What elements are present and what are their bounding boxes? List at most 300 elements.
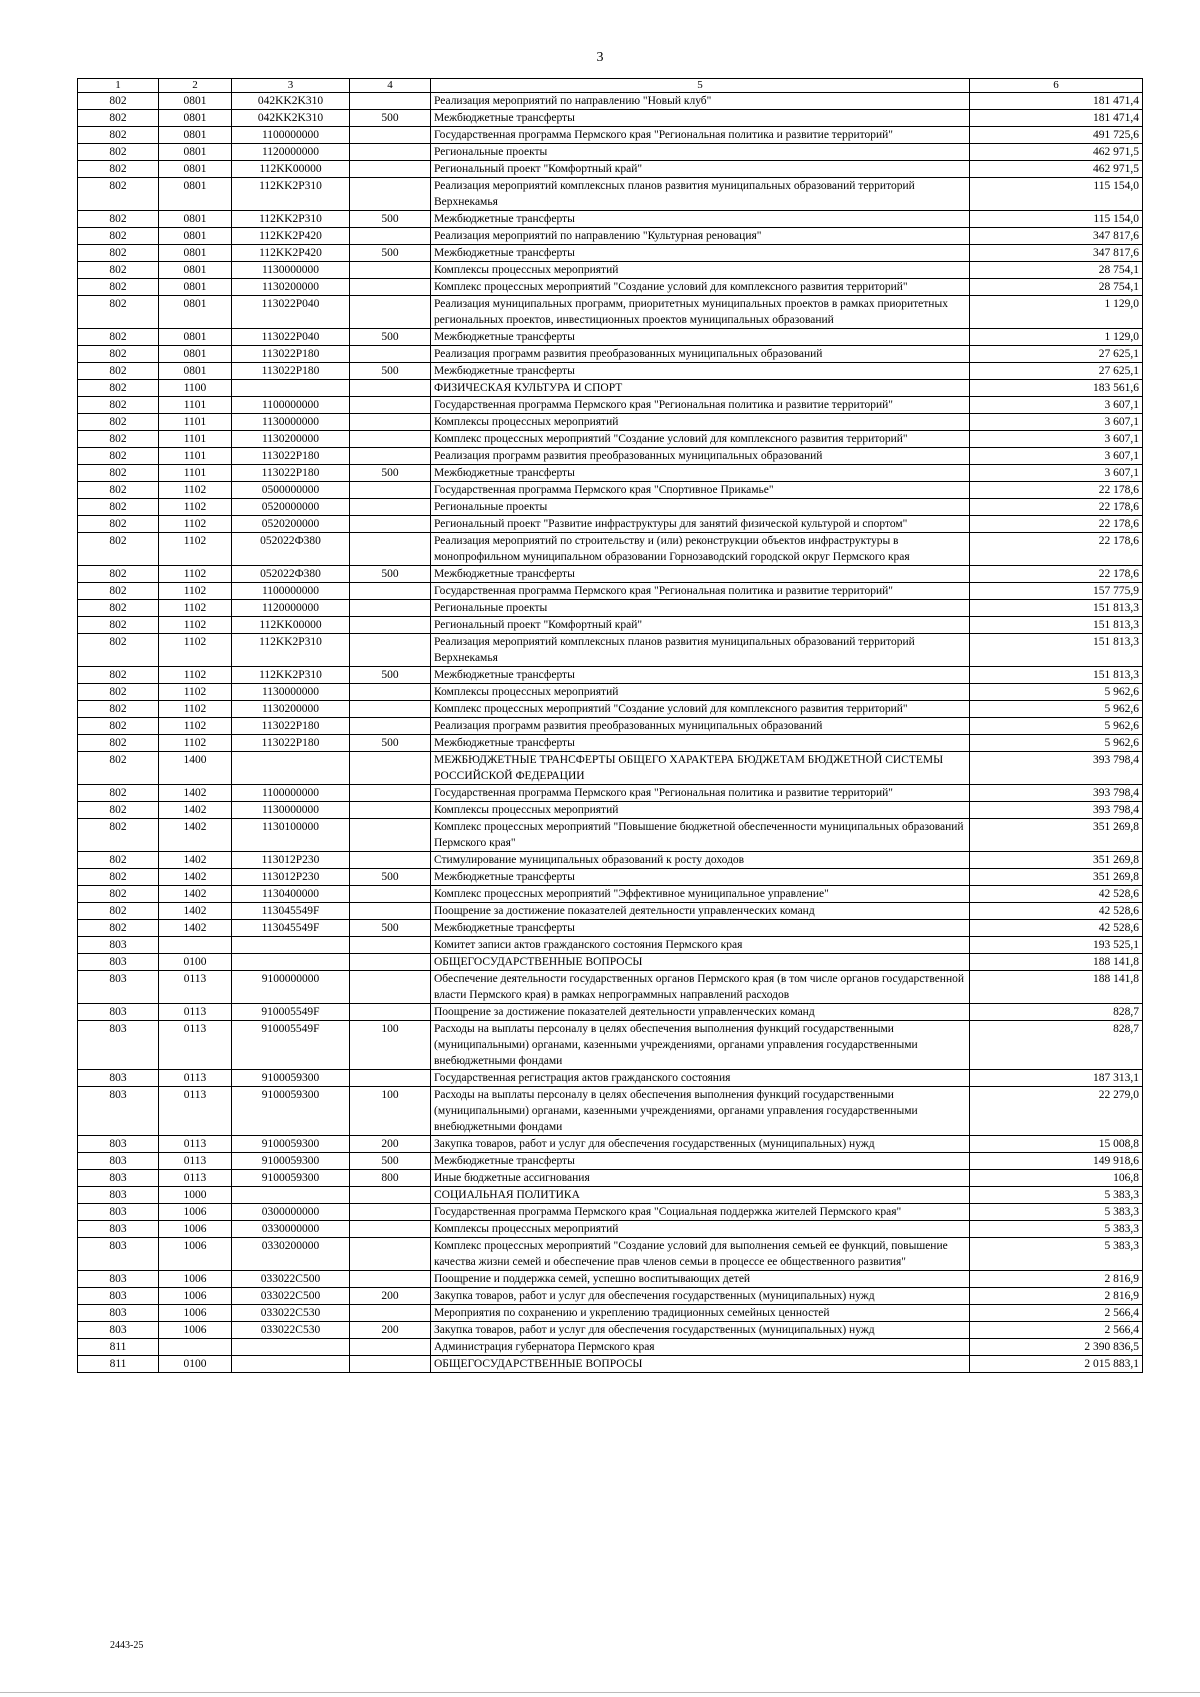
amount-cell: 347 817,6 (970, 245, 1143, 262)
ministry-code-cell: 802 (78, 499, 159, 516)
section-code-cell: 1101 (159, 465, 232, 482)
ministry-code-cell: 802 (78, 718, 159, 735)
amount-cell: 828,7 (970, 1004, 1143, 1021)
ministry-code-cell: 802 (78, 869, 159, 886)
table-row (78, 1322, 1143, 1339)
amount-cell: 15 008,8 (970, 1136, 1143, 1153)
amount-cell: 151 813,3 (970, 634, 1143, 667)
item-name-cell: Государственная программа Пермского края "Региональная политика и развитие территорий" (431, 397, 970, 414)
target-article-code-cell: 0520000000 (232, 499, 350, 516)
target-article-code-cell: 112KK2P310 (232, 634, 350, 667)
table-row (78, 701, 1143, 718)
target-article-code-cell: 1100000000 (232, 127, 350, 144)
expense-type-code-cell (350, 279, 431, 296)
amount-cell: 22 279,0 (970, 1087, 1143, 1136)
item-name-cell: Закупка товаров, работ и услуг для обеспечения государственных (муниципальных) нужд (431, 1136, 970, 1153)
table-body (78, 93, 1143, 1373)
section-code-cell: 1006 (159, 1305, 232, 1322)
ministry-code-cell: 802 (78, 110, 159, 127)
amount-cell: 27 625,1 (970, 363, 1143, 380)
expense-type-code-cell (350, 1305, 431, 1322)
target-article-code-cell: 112KK2P310 (232, 211, 350, 228)
expense-type-code-cell: 100 (350, 1087, 431, 1136)
item-name-cell: Государственная программа Пермского края "Региональная политика и развитие территорий" (431, 785, 970, 802)
target-article-code-cell: 112KK2P420 (232, 245, 350, 262)
table-row (78, 954, 1143, 971)
item-name-cell: Обеспечение деятельности государственных органов Пермского края (в том числе органов государственной власти Пермского края) в рамках непрограммных направлений расходов (431, 971, 970, 1004)
expense-type-code-cell (350, 127, 431, 144)
item-name-cell: ОБЩЕГОСУДАРСТВЕННЫЕ ВОПРОСЫ (431, 954, 970, 971)
item-name-cell: Иные бюджетные ассигнования (431, 1170, 970, 1187)
section-code-cell: 0113 (159, 1087, 232, 1136)
table-row (78, 296, 1143, 329)
section-code-cell: 1402 (159, 869, 232, 886)
section-code-cell: 0801 (159, 161, 232, 178)
table-row (78, 499, 1143, 516)
table-row (78, 1136, 1143, 1153)
ministry-code-cell: 802 (78, 735, 159, 752)
amount-cell: 393 798,4 (970, 785, 1143, 802)
section-code-cell: 1102 (159, 667, 232, 684)
item-name-cell: Реализация мероприятий по направлению "Новый клуб" (431, 93, 970, 110)
target-article-code-cell: 113022P180 (232, 363, 350, 380)
ministry-code-cell: 803 (78, 1153, 159, 1170)
table-row (78, 127, 1143, 144)
amount-cell: 181 471,4 (970, 93, 1143, 110)
target-article-code-cell: 113022P040 (232, 296, 350, 329)
expense-type-code-cell (350, 903, 431, 920)
table-row (78, 1170, 1143, 1187)
expense-type-code-cell (350, 431, 431, 448)
expense-type-code-cell (350, 954, 431, 971)
amount-cell: 187 313,1 (970, 1070, 1143, 1087)
item-name-cell: Реализация программ развития преобразованных муниципальных образований (431, 448, 970, 465)
section-code-cell: 0801 (159, 262, 232, 279)
section-code-cell: 1102 (159, 718, 232, 735)
item-name-cell: Государственная регистрация актов гражданского состояния (431, 1070, 970, 1087)
expense-type-code-cell (350, 380, 431, 397)
table-row (78, 448, 1143, 465)
ministry-code-cell: 803 (78, 971, 159, 1004)
expense-type-code-cell (350, 886, 431, 903)
target-article-code-cell: 033022C530 (232, 1322, 350, 1339)
expense-type-code-cell (350, 1187, 431, 1204)
ministry-code-cell: 802 (78, 211, 159, 228)
ministry-code-cell: 802 (78, 600, 159, 617)
section-code-cell: 1402 (159, 785, 232, 802)
target-article-code-cell: 1100000000 (232, 583, 350, 600)
item-name-cell: Государственная программа Пермского края "Спортивное Прикамье" (431, 482, 970, 499)
amount-cell: 27 625,1 (970, 346, 1143, 363)
header-row (78, 79, 1143, 93)
amount-cell: 106,8 (970, 1170, 1143, 1187)
expense-type-code-cell (350, 1356, 431, 1373)
item-name-cell: Межбюджетные трансферты (431, 1153, 970, 1170)
section-code-cell: 0113 (159, 1004, 232, 1021)
item-name-cell: Межбюджетные трансферты (431, 920, 970, 937)
item-name-cell: Региональные проекты (431, 600, 970, 617)
amount-cell: 5 962,6 (970, 735, 1143, 752)
amount-cell: 3 607,1 (970, 414, 1143, 431)
target-article-code-cell: 1130400000 (232, 886, 350, 903)
item-name-cell: Стимулирование муниципальных образований к росту доходов (431, 852, 970, 869)
ministry-code-cell: 802 (78, 431, 159, 448)
section-code-cell: 1402 (159, 852, 232, 869)
item-name-cell: Региональный проект "Развитие инфраструктуры для занятий физической культурой и спортом" (431, 516, 970, 533)
target-article-code-cell: 1120000000 (232, 144, 350, 161)
item-name-cell: Реализация программ развития преобразованных муниципальных образований (431, 718, 970, 735)
amount-cell: 393 798,4 (970, 752, 1143, 785)
section-code-cell: 1101 (159, 414, 232, 431)
table-row (78, 1187, 1143, 1204)
section-code-cell: 1102 (159, 684, 232, 701)
table-row (78, 735, 1143, 752)
amount-cell: 1 129,0 (970, 296, 1143, 329)
target-article-code-cell (232, 1187, 350, 1204)
item-name-cell: Комитет записи актов гражданского состояния Пермского края (431, 937, 970, 954)
section-code-cell: 0113 (159, 971, 232, 1004)
ministry-code-cell: 811 (78, 1356, 159, 1373)
section-code-cell: 1102 (159, 617, 232, 634)
expense-type-code-cell: 500 (350, 465, 431, 482)
section-code-cell: 0801 (159, 127, 232, 144)
expense-type-code-cell (350, 1221, 431, 1238)
section-code-cell: 1102 (159, 482, 232, 499)
section-code-cell: 1402 (159, 920, 232, 937)
ministry-code-cell: 802 (78, 397, 159, 414)
ministry-code-cell: 803 (78, 1187, 159, 1204)
table-row (78, 228, 1143, 245)
expense-type-code-cell (350, 178, 431, 211)
expense-type-code-cell: 500 (350, 920, 431, 937)
section-code-cell: 0801 (159, 363, 232, 380)
amount-cell: 3 607,1 (970, 448, 1143, 465)
table-row (78, 110, 1143, 127)
target-article-code-cell: 112KK00000 (232, 161, 350, 178)
budget-table (77, 78, 1143, 1373)
target-article-code-cell: 113012P230 (232, 852, 350, 869)
amount-cell: 5 383,3 (970, 1238, 1143, 1271)
ministry-code-cell: 803 (78, 954, 159, 971)
table-row (78, 1238, 1143, 1271)
table-row (78, 1305, 1143, 1322)
section-code-cell: 0801 (159, 93, 232, 110)
table-row (78, 397, 1143, 414)
item-name-cell: Межбюджетные трансферты (431, 566, 970, 583)
expense-type-code-cell: 500 (350, 245, 431, 262)
expense-type-code-cell (350, 296, 431, 329)
expense-type-code-cell (350, 1238, 431, 1271)
table-row (78, 785, 1143, 802)
target-article-code-cell: 910005549F (232, 1004, 350, 1021)
ministry-code-cell: 802 (78, 886, 159, 903)
page-bottom-edge (0, 1692, 1200, 1693)
amount-cell: 5 962,6 (970, 701, 1143, 718)
item-name-cell: Комплексы процессных мероприятий (431, 262, 970, 279)
amount-cell: 3 607,1 (970, 397, 1143, 414)
table-row (78, 1021, 1143, 1070)
target-article-code-cell: 113012P230 (232, 869, 350, 886)
amount-cell: 183 561,6 (970, 380, 1143, 397)
table-row (78, 262, 1143, 279)
expense-type-code-cell (350, 397, 431, 414)
amount-cell: 149 918,6 (970, 1153, 1143, 1170)
target-article-code-cell: 1130000000 (232, 414, 350, 431)
item-name-cell: Комплекс процессных мероприятий "Создание условий для комплексного развития территорий" (431, 279, 970, 296)
expense-type-code-cell: 200 (350, 1322, 431, 1339)
section-code-cell: 1006 (159, 1322, 232, 1339)
target-article-code-cell: 1100000000 (232, 397, 350, 414)
expense-type-code-cell: 100 (350, 1021, 431, 1070)
ministry-code-cell: 802 (78, 583, 159, 600)
ministry-code-cell: 802 (78, 329, 159, 346)
table-row (78, 211, 1143, 228)
section-code-cell: 0801 (159, 296, 232, 329)
target-article-code-cell: 033022C500 (232, 1288, 350, 1305)
item-name-cell: Комплекс процессных мероприятий "Эффективное муниципальное управление" (431, 886, 970, 903)
table-row (78, 903, 1143, 920)
target-article-code-cell: 1130000000 (232, 262, 350, 279)
item-name-cell: Региональный проект "Комфортный край" (431, 161, 970, 178)
amount-cell: 351 269,8 (970, 852, 1143, 869)
amount-cell: 151 813,3 (970, 667, 1143, 684)
table-row (78, 752, 1143, 785)
item-name-cell: Межбюджетные трансферты (431, 329, 970, 346)
ministry-code-cell: 803 (78, 1170, 159, 1187)
target-article-code-cell: 0300000000 (232, 1204, 350, 1221)
amount-cell: 393 798,4 (970, 802, 1143, 819)
target-article-code-cell: 113045549F (232, 903, 350, 920)
ministry-code-cell: 802 (78, 802, 159, 819)
section-code-cell: 1402 (159, 802, 232, 819)
item-name-cell: Межбюджетные трансферты (431, 110, 970, 127)
item-name-cell: Государственная программа Пермского края "Региональная политика и развитие территорий" (431, 127, 970, 144)
item-name-cell: Поощрение за достижение показателей деятельности управленческих команд (431, 903, 970, 920)
section-code-cell: 1101 (159, 397, 232, 414)
ministry-code-cell: 802 (78, 634, 159, 667)
ministry-code-cell: 803 (78, 937, 159, 954)
amount-cell: 28 754,1 (970, 279, 1143, 296)
item-name-cell: ОБЩЕГОСУДАРСТВЕННЫЕ ВОПРОСЫ (431, 1356, 970, 1373)
amount-cell: 42 528,6 (970, 886, 1143, 903)
table-row (78, 920, 1143, 937)
expense-type-code-cell (350, 583, 431, 600)
expense-type-code-cell (350, 617, 431, 634)
ministry-code-cell: 803 (78, 1305, 159, 1322)
target-article-code-cell: 1100000000 (232, 785, 350, 802)
amount-cell: 5 962,6 (970, 684, 1143, 701)
table-row (78, 718, 1143, 735)
amount-cell: 5 383,3 (970, 1204, 1143, 1221)
table-row (78, 93, 1143, 110)
ministry-code-cell: 803 (78, 1221, 159, 1238)
table-row (78, 667, 1143, 684)
amount-cell: 2 816,9 (970, 1271, 1143, 1288)
item-name-cell: Государственная программа Пермского края "Социальная поддержка жителей Пермского края" (431, 1204, 970, 1221)
amount-cell: 1 129,0 (970, 329, 1143, 346)
table-row (78, 583, 1143, 600)
table-row (78, 144, 1143, 161)
target-article-code-cell: 9100059300 (232, 1070, 350, 1087)
ministry-code-cell: 802 (78, 448, 159, 465)
target-article-code-cell: 1130200000 (232, 701, 350, 718)
ministry-code-cell: 803 (78, 1322, 159, 1339)
column-header-6: 6 (970, 79, 1143, 93)
section-code-cell: 0801 (159, 279, 232, 296)
section-code-cell: 1006 (159, 1271, 232, 1288)
target-article-code-cell: 1130000000 (232, 802, 350, 819)
ministry-code-cell: 811 (78, 1339, 159, 1356)
section-code-cell: 1006 (159, 1221, 232, 1238)
section-code-cell: 0801 (159, 178, 232, 211)
section-code-cell: 1102 (159, 516, 232, 533)
amount-cell: 351 269,8 (970, 819, 1143, 852)
section-code-cell: 0801 (159, 346, 232, 363)
target-article-code-cell: 9100059300 (232, 1136, 350, 1153)
table-row (78, 482, 1143, 499)
target-article-code-cell: 0500000000 (232, 482, 350, 499)
expense-type-code-cell (350, 937, 431, 954)
ministry-code-cell: 802 (78, 228, 159, 245)
section-code-cell: 1402 (159, 819, 232, 852)
target-article-code-cell (232, 937, 350, 954)
item-name-cell: Межбюджетные трансферты (431, 735, 970, 752)
expense-type-code-cell (350, 819, 431, 852)
amount-cell: 3 607,1 (970, 431, 1143, 448)
target-article-code-cell (232, 1339, 350, 1356)
section-code-cell: 1102 (159, 499, 232, 516)
section-code-cell (159, 1339, 232, 1356)
item-name-cell: Реализация мероприятий по строительству и (или) реконструкции объектов инфраструктуры в монопрофильном муниципальном образовании Горнозаводский городской округ Пермского края (431, 533, 970, 566)
table-row (78, 600, 1143, 617)
ministry-code-cell: 803 (78, 1288, 159, 1305)
ministry-code-cell: 802 (78, 482, 159, 499)
target-article-code-cell: 042KK2K310 (232, 110, 350, 127)
table-row (78, 617, 1143, 634)
ministry-code-cell: 803 (78, 1204, 159, 1221)
table-row (78, 1070, 1143, 1087)
item-name-cell: Межбюджетные трансферты (431, 211, 970, 228)
ministry-code-cell: 802 (78, 785, 159, 802)
target-article-code-cell: 052022Ф380 (232, 533, 350, 566)
expense-type-code-cell: 200 (350, 1136, 431, 1153)
item-name-cell: СОЦИАЛЬНАЯ ПОЛИТИКА (431, 1187, 970, 1204)
amount-cell: 193 525,1 (970, 937, 1143, 954)
amount-cell: 115 154,0 (970, 178, 1143, 211)
ministry-code-cell: 802 (78, 516, 159, 533)
item-name-cell: Государственная программа Пермского края "Региональная политика и развитие территорий" (431, 583, 970, 600)
expense-type-code-cell (350, 1004, 431, 1021)
table-row (78, 431, 1143, 448)
amount-cell: 22 178,6 (970, 566, 1143, 583)
amount-cell: 351 269,8 (970, 869, 1143, 886)
expense-type-code-cell: 500 (350, 869, 431, 886)
expense-type-code-cell (350, 414, 431, 431)
target-article-code-cell: 1120000000 (232, 600, 350, 617)
item-name-cell: Закупка товаров, работ и услуг для обеспечения государственных (муниципальных) нужд (431, 1322, 970, 1339)
table-row (78, 1288, 1143, 1305)
column-header-3: 3 (232, 79, 350, 93)
expense-type-code-cell (350, 600, 431, 617)
expense-type-code-cell (350, 144, 431, 161)
ministry-code-cell: 802 (78, 701, 159, 718)
expense-type-code-cell: 500 (350, 363, 431, 380)
target-article-code-cell: 113045549F (232, 920, 350, 937)
expense-type-code-cell: 500 (350, 566, 431, 583)
target-article-code-cell: 1130100000 (232, 819, 350, 852)
item-name-cell: Комплекс процессных мероприятий "Создание условий для комплексного развития территорий" (431, 701, 970, 718)
target-article-code-cell: 113022P180 (232, 718, 350, 735)
section-code-cell: 0801 (159, 329, 232, 346)
table-row (78, 363, 1143, 380)
item-name-cell: Комплекс процессных мероприятий "Создание условий для выполнения семьей ее функций, повышение качества жизни семей и обеспечение прав членов семьи в процессе ее общественного развития" (431, 1238, 970, 1271)
section-code-cell: 1102 (159, 533, 232, 566)
ministry-code-cell: 802 (78, 363, 159, 380)
ministry-code-cell: 802 (78, 279, 159, 296)
section-code-cell: 1102 (159, 701, 232, 718)
item-name-cell: ФИЗИЧЕСКАЯ КУЛЬТУРА И СПОРТ (431, 380, 970, 397)
target-article-code-cell (232, 954, 350, 971)
table-row (78, 245, 1143, 262)
expense-type-code-cell: 500 (350, 1153, 431, 1170)
expense-type-code-cell (350, 718, 431, 735)
expense-type-code-cell (350, 752, 431, 785)
item-name-cell: Реализация мероприятий комплексных планов развития муниципальных образований территорий Верхнекамья (431, 634, 970, 667)
expense-type-code-cell (350, 262, 431, 279)
section-code-cell: 0113 (159, 1170, 232, 1187)
amount-cell: 22 178,6 (970, 482, 1143, 499)
section-code-cell: 0113 (159, 1153, 232, 1170)
table-row (78, 1204, 1143, 1221)
section-code-cell: 1102 (159, 634, 232, 667)
expense-type-code-cell (350, 802, 431, 819)
page-number: 3 (596, 50, 604, 65)
section-code-cell: 0113 (159, 1136, 232, 1153)
section-code-cell: 0100 (159, 1356, 232, 1373)
expense-type-code-cell (350, 1070, 431, 1087)
expense-type-code-cell (350, 785, 431, 802)
expense-type-code-cell (350, 533, 431, 566)
target-article-code-cell: 113022P180 (232, 448, 350, 465)
ministry-code-cell: 803 (78, 1087, 159, 1136)
item-name-cell: Реализация мероприятий комплексных планов развития муниципальных образований территорий Верхнекамья (431, 178, 970, 211)
item-name-cell: Реализация программ развития преобразованных муниципальных образований (431, 346, 970, 363)
table-row (78, 414, 1143, 431)
target-article-code-cell: 113022P180 (232, 465, 350, 482)
section-code-cell: 1102 (159, 566, 232, 583)
table-row (78, 852, 1143, 869)
amount-cell: 42 528,6 (970, 903, 1143, 920)
target-article-code-cell: 0330000000 (232, 1221, 350, 1238)
ministry-code-cell: 803 (78, 1070, 159, 1087)
section-code-cell: 1006 (159, 1288, 232, 1305)
amount-cell: 22 178,6 (970, 499, 1143, 516)
table-row (78, 1221, 1143, 1238)
ministry-code-cell: 802 (78, 533, 159, 566)
ministry-code-cell: 802 (78, 903, 159, 920)
item-name-cell: Комплексы процессных мероприятий (431, 1221, 970, 1238)
ministry-code-cell: 802 (78, 566, 159, 583)
section-code-cell: 1101 (159, 448, 232, 465)
target-article-code-cell: 113022P040 (232, 329, 350, 346)
table-row (78, 516, 1143, 533)
item-name-cell: Комплекс процессных мероприятий "Создание условий для комплексного развития территорий" (431, 431, 970, 448)
expense-type-code-cell (350, 499, 431, 516)
target-article-code-cell: 9100059300 (232, 1170, 350, 1187)
amount-cell: 491 725,6 (970, 127, 1143, 144)
target-article-code-cell: 033022C500 (232, 1271, 350, 1288)
amount-cell: 2 015 883,1 (970, 1356, 1143, 1373)
